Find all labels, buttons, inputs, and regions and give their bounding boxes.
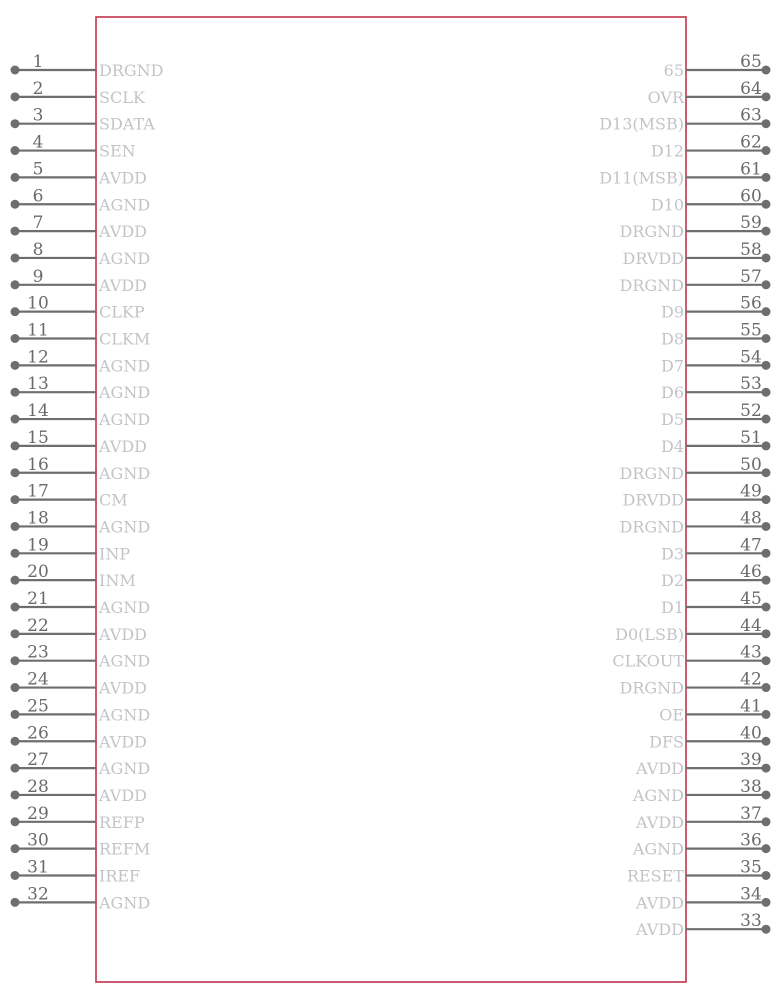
pin-number: 53 (740, 374, 762, 395)
pin-label: DRGND (619, 222, 684, 242)
pin-end-dot (11, 334, 20, 343)
pin-end-dot (762, 146, 771, 155)
pin-number: 25 (27, 696, 49, 717)
right-pin (599, 159, 770, 187)
pin-number: 11 (27, 320, 49, 341)
pin-end-dot (762, 361, 771, 370)
left-pin (11, 213, 147, 241)
right-pin (648, 79, 771, 107)
left-pin (11, 133, 136, 161)
left-pin (11, 723, 147, 751)
pin-end-dot (11, 844, 20, 853)
pin-number: 17 (27, 481, 49, 502)
pin-number: 44 (740, 615, 762, 636)
left-pin (11, 79, 146, 107)
pin-end-dot (762, 576, 771, 585)
right-pin (635, 911, 770, 939)
right-pin (659, 696, 770, 724)
pin-number: 22 (27, 615, 49, 636)
pin-end-dot (762, 92, 771, 101)
pin-end-dot (762, 898, 771, 907)
pin-label: AGND (632, 839, 684, 859)
right-pin-group (599, 52, 770, 939)
pin-end-dot (11, 549, 20, 558)
right-pin (599, 106, 770, 134)
pin-end-dot (762, 844, 771, 853)
pin-label: AVDD (99, 275, 147, 295)
pin-label: AGND (99, 195, 151, 215)
pin-number: 27 (27, 750, 49, 771)
pin-label: AGND (99, 651, 151, 671)
left-pin (11, 804, 145, 832)
left-pin (11, 777, 147, 805)
pin-number: 12 (27, 347, 49, 368)
pin-label: D10 (650, 195, 684, 215)
left-pin (11, 670, 147, 698)
pin-label: AVDD (99, 785, 147, 805)
pin-end-dot (762, 388, 771, 397)
right-pin (661, 321, 771, 349)
pin-number: 59 (740, 213, 762, 234)
right-pin (632, 831, 771, 859)
pin-number: 51 (740, 427, 762, 448)
pin-number: 35 (740, 857, 762, 878)
pin-label: D5 (660, 410, 684, 430)
pin-number: 14 (27, 401, 49, 422)
pin-label: AGND (99, 759, 151, 779)
pin-end-dot (11, 495, 20, 504)
pin-end-dot (762, 522, 771, 531)
pin-label: OE (659, 705, 684, 725)
pin-end-dot (762, 415, 771, 424)
pin-end-dot (762, 710, 771, 719)
right-pin (661, 535, 771, 563)
pin-number: 62 (740, 132, 762, 153)
pin-end-dot (762, 307, 771, 316)
pin-label: DRGND (99, 61, 164, 80)
pin-number: 52 (740, 401, 762, 422)
pin-label: D6 (660, 383, 684, 403)
pin-end-dot (11, 307, 20, 316)
pin-end-dot (11, 764, 20, 773)
pin-end-dot (762, 495, 771, 504)
pin-end-dot (11, 415, 20, 424)
pin-label: SEN (99, 141, 136, 161)
left-pin (11, 52, 164, 80)
pin-end-dot (762, 119, 771, 128)
pin-end-dot (11, 656, 20, 665)
left-pin (11, 562, 136, 590)
pin-number: 43 (740, 642, 762, 663)
pin-label: AGND (99, 248, 151, 268)
pin-end-dot (762, 334, 771, 343)
pin-end-dot (11, 710, 20, 719)
pin-label: AVDD (636, 812, 684, 832)
pin-number: 28 (27, 776, 49, 797)
left-pin (11, 401, 151, 429)
pin-number: 65 (740, 52, 762, 72)
pin-number: 36 (740, 830, 762, 851)
pin-number: 45 (740, 589, 762, 609)
pin-number: 57 (740, 266, 762, 287)
pin-label: D3 (660, 544, 684, 564)
pin-label: DRGND (619, 517, 684, 537)
pin-end-dot (762, 173, 771, 182)
pin-end-dot (11, 576, 20, 585)
pin-label: CLKP (99, 302, 145, 322)
pin-number: 23 (27, 642, 49, 663)
right-pin (620, 213, 771, 241)
pin-label: DFS (649, 732, 684, 752)
pin-number: 54 (740, 347, 762, 368)
right-pin (622, 482, 770, 510)
pin-end-dot (11, 388, 20, 397)
pin-label: DRGND (619, 678, 684, 698)
pin-number: 38 (740, 776, 762, 797)
left-pin (11, 750, 151, 778)
left-pin (11, 482, 128, 510)
left-pin (11, 455, 151, 483)
pin-label: D9 (660, 302, 684, 322)
pin-end-dot (762, 66, 771, 75)
pin-label: RESET (626, 866, 684, 886)
pin-end-dot (762, 468, 771, 477)
right-pin (635, 884, 770, 912)
pin-number: 29 (27, 803, 49, 824)
right-pin (661, 562, 771, 590)
pin-label: AGND (99, 517, 151, 537)
pin-end-dot (11, 173, 20, 182)
pin-end-dot (11, 119, 20, 128)
pin-label: OVR (647, 87, 684, 107)
pin-label: D12 (650, 141, 684, 161)
pin-number: 31 (27, 857, 49, 878)
pin-number: 5 (32, 159, 44, 180)
pin-number: 2 (32, 78, 44, 99)
pin-label: AVDD (99, 732, 147, 752)
pin-end-dot (11, 441, 20, 450)
right-pin (651, 186, 771, 214)
pin-label: AGND (99, 383, 151, 403)
left-pin (11, 267, 147, 295)
right-pin (620, 508, 771, 536)
right-pin (620, 267, 771, 295)
pin-label: AVDD (99, 222, 147, 242)
pin-number: 13 (27, 374, 49, 395)
right-pin (661, 347, 771, 375)
pin-number: 16 (27, 454, 49, 475)
pin-number: 26 (27, 723, 49, 744)
pin-label: AVDD (99, 168, 147, 188)
left-pin (11, 643, 151, 671)
pin-label: D4 (660, 436, 684, 456)
pin-label: D11(MSB) (599, 168, 684, 188)
pin-label: D1 (660, 598, 684, 617)
pin-number: 64 (740, 78, 762, 99)
right-pin (635, 750, 770, 778)
left-pin (11, 535, 131, 563)
right-pin (661, 374, 771, 402)
pin-label: AVDD (99, 624, 147, 644)
pin-end-dot (11, 253, 20, 262)
pin-end-dot (762, 925, 771, 934)
pin-end-dot (762, 764, 771, 773)
pin-end-dot (11, 790, 20, 799)
pin-end-dot (11, 603, 20, 612)
pin-label: SCLK (99, 87, 145, 107)
pin-number: 55 (740, 320, 762, 341)
pin-end-dot (11, 200, 20, 209)
pin-number: 34 (740, 884, 762, 905)
left-pin (11, 240, 151, 268)
pin-number: 7 (32, 213, 44, 234)
pin-number: 40 (740, 723, 762, 744)
right-pin (622, 240, 770, 268)
pin-end-dot (762, 737, 771, 746)
pin-end-dot (762, 656, 771, 665)
pin-end-dot (762, 790, 771, 799)
pin-end-dot (11, 683, 20, 692)
pin-label: D7 (660, 356, 684, 376)
pin-number: 42 (740, 669, 762, 690)
right-pin (635, 804, 770, 832)
pin-label: INM (99, 571, 136, 591)
right-pin (661, 294, 771, 322)
pin-number: 49 (740, 481, 762, 502)
pin-number: 47 (740, 535, 762, 556)
pin-label: SDATA (99, 114, 155, 134)
pin-number: 37 (740, 803, 762, 824)
pin-label: REFP (99, 812, 145, 832)
pin-end-dot (11, 280, 20, 289)
pin-end-dot (762, 253, 771, 262)
pin-label: AGND (632, 785, 684, 805)
pin-end-dot (11, 737, 20, 746)
right-pin (661, 401, 771, 429)
right-pin (620, 455, 771, 483)
pin-label: AVDD (99, 678, 147, 698)
pin-number: 15 (27, 427, 49, 448)
pin-label: DRVDD (622, 248, 684, 268)
pin-end-dot (762, 200, 771, 209)
pin-label: DRGND (619, 275, 684, 295)
pin-number: 39 (740, 750, 762, 771)
pin-label: REFM (99, 839, 151, 859)
pin-label: D0(LSB) (615, 624, 684, 644)
pin-number: 56 (740, 293, 762, 314)
left-pin (11, 616, 147, 644)
right-pin (664, 52, 771, 80)
pin-label: DRGND (619, 463, 684, 483)
right-pin (651, 133, 771, 161)
pin-end-dot (762, 871, 771, 880)
pin-number: 33 (740, 911, 762, 932)
left-pin (11, 106, 156, 134)
pin-number: 63 (740, 105, 762, 126)
pin-label: IREF (99, 866, 141, 886)
right-pin (620, 670, 771, 698)
pin-number: 48 (740, 508, 762, 529)
pin-label: D13(MSB) (599, 114, 684, 134)
left-pin (11, 696, 151, 724)
pin-end-dot (762, 227, 771, 236)
pin-number: 41 (740, 696, 762, 717)
left-pin (11, 831, 151, 859)
pin-end-dot (762, 280, 771, 289)
pin-number: 24 (27, 669, 49, 690)
pin-end-dot (11, 146, 20, 155)
pin-number: 9 (32, 266, 44, 287)
pin-label: INP (99, 544, 131, 564)
pin-end-dot (762, 629, 771, 638)
pin-label: AGND (99, 463, 151, 483)
left-pin (11, 428, 147, 456)
pin-number: 60 (740, 186, 762, 207)
pin-number: 19 (27, 535, 49, 556)
pin-number: 18 (27, 508, 49, 529)
pin-label: AGND (99, 893, 151, 913)
pin-end-dot (11, 92, 20, 101)
right-pin (612, 643, 770, 671)
pin-label: AVDD (99, 436, 147, 456)
left-pin (11, 589, 151, 617)
pin-end-dot (11, 871, 20, 880)
left-pin (11, 159, 147, 187)
right-pin (615, 616, 770, 644)
pin-label: AVDD (636, 920, 684, 940)
pin-end-dot (11, 468, 20, 477)
left-pin (11, 347, 151, 375)
pin-label: AGND (99, 598, 151, 617)
pin-number: 10 (27, 293, 49, 314)
pin-label: CLKM (99, 329, 151, 349)
pin-label: CLKOUT (612, 651, 684, 671)
pin-label: AGND (99, 410, 151, 430)
pin-label: AVDD (636, 893, 684, 913)
pin-number: 20 (27, 562, 49, 583)
pin-number: 4 (32, 132, 44, 153)
right-pin (632, 777, 771, 805)
right-pin (661, 428, 771, 456)
pin-end-dot (11, 629, 20, 638)
pin-end-dot (11, 361, 20, 370)
pin-label: DRVDD (622, 490, 684, 510)
pin-end-dot (762, 603, 771, 612)
left-pin (11, 321, 151, 349)
left-pin-group (11, 52, 164, 912)
left-pin (11, 858, 141, 886)
pin-number: 32 (27, 884, 49, 905)
pin-number: 8 (32, 239, 44, 260)
pin-label: AGND (99, 356, 151, 376)
left-pin (11, 294, 145, 322)
pin-number: 61 (740, 159, 762, 180)
pin-number: 58 (740, 239, 762, 260)
pin-number: 6 (32, 186, 44, 207)
pin-number: 50 (740, 454, 762, 475)
pin-label: AGND (99, 705, 151, 725)
pin-end-dot (11, 66, 20, 75)
pin-number: 3 (32, 105, 44, 126)
pin-label: D8 (660, 329, 684, 349)
left-pin (11, 374, 151, 402)
pin-end-dot (11, 817, 20, 826)
pin-end-dot (762, 549, 771, 558)
ic-body-outline (96, 17, 686, 982)
pin-end-dot (762, 441, 771, 450)
pin-number: 30 (27, 830, 49, 851)
right-pin (649, 723, 770, 751)
left-pin (11, 186, 151, 214)
pin-number: 1 (32, 52, 44, 72)
left-pin (11, 508, 151, 536)
right-pin (661, 589, 771, 617)
pin-label: 65 (663, 61, 684, 80)
pin-end-dot (11, 898, 20, 907)
right-pin (627, 858, 771, 886)
pin-end-dot (762, 817, 771, 826)
left-pin (11, 884, 151, 912)
pin-number: 21 (27, 589, 49, 609)
pin-end-dot (762, 683, 771, 692)
pin-end-dot (11, 227, 20, 236)
pin-number: 46 (740, 562, 762, 583)
pin-label: CM (99, 490, 128, 510)
pin-label: AVDD (636, 759, 684, 779)
pin-end-dot (11, 522, 20, 531)
pin-label: D2 (660, 571, 684, 591)
